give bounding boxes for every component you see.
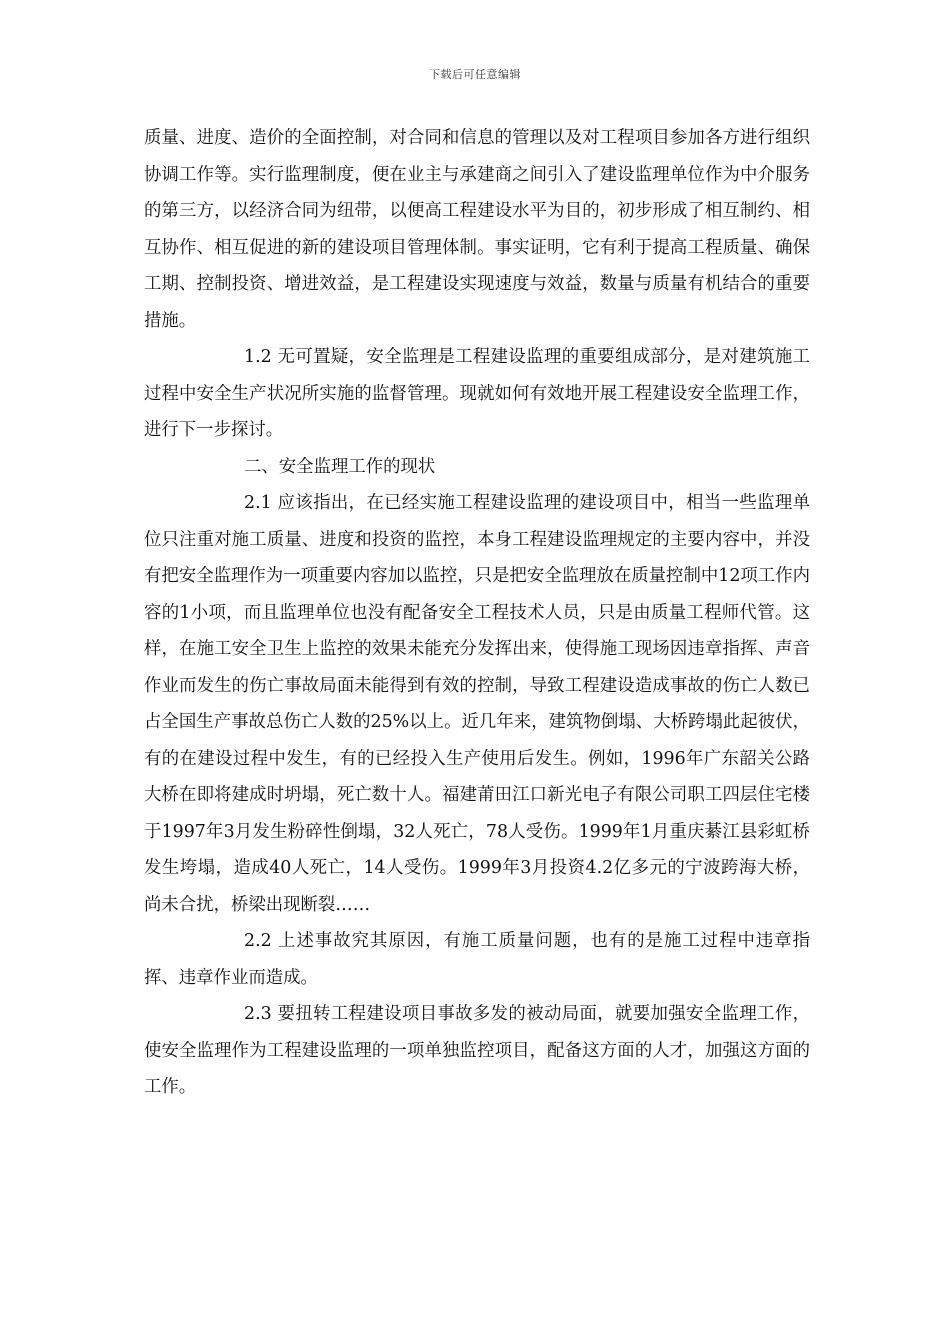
- document-body: [144, 120, 810, 1106]
- paragraph: 2.1 应该指出，在已经实施工程建设监理的建设项目中，相当一些监理单位只注重对施工质量、进度和投资的监控，本身工程建设监理规定的主要内容中，并没有把安全监理作为一项重要内容加以监控，只是把安全监理放在质量控制中12项工作内容的1小项，而且监理单位也没有配备安全工程技术人员，只是由质量工程师代管。这样，在施工安全卫生上监控的效果未能充分发挥出来，使得施工现场因违章指挥、声音作业而发生的伤亡事故局面未能得到有效的控制，导致工程建设造成事故的伤亡人数已占全国生产事故总伤亡人数的25%以上。近几年来，建筑物倒塌、大桥跨塌此起彼伏，有的在建设过程中发生，有的已经投入生产使用后发生。例如，1996年广东韶关公路大桥在即将建成时坍塌，死亡数十人。福建莆田江口新光电子有限公司职工四层住宅楼于1997年3月发生粉碎性倒塌，32人死亡，78人受伤。1999年1月重庆綦江县彩虹桥发生垮塌，造成40人死亡，14人受伤。1999年3月投资4.2亿多元的宁波跨海大桥，尚未合扰，桥梁出现断裂……: [144, 493, 810, 915]
- section-heading: 二、安全监理工作的现状: [244, 456, 436, 477]
- paragraph: 1.2 无可置疑，安全监理是工程建设监理的重要组成部分，是对建筑施工过程中安全生产状况所实施的监督管理。现就如何有效地开展工程建设安全监理工作，进行下一步探讨。: [144, 347, 810, 440]
- paragraph: 2.3 要扭转工程建设项目事故多发的被动局面，就要加强安全监理工作，使安全监理作为工程建设监理的一项单独监控项目，配备这方面的人才，加强这方面的工作。: [144, 1004, 810, 1097]
- page-header: 下载后可任意编辑: [429, 68, 521, 81]
- paragraph: 2.2 上述事故究其原因，有施工质量问题，也有的是施工过程中违章指挥、违章作业而造成。: [144, 931, 810, 988]
- paragraph: 质量、进度、造价的全面控制，对合同和信息的管理以及对工程项目参加各方进行组织协调工作等。实行监理制度，便在业主与承建商之间引入了建设监理单位作为中介服务的第三方，以经济合同为纽带，以便高工程建设水平为目的，初步形成了相互制约、相互协作、相互促进的新的建设项目管理体制。事实证明，它有利于提高工程质量、确保工期、控制投资、增进效益，是工程建设实现速度与效益，数量与质量有机结合的重要措施。: [144, 128, 810, 331]
